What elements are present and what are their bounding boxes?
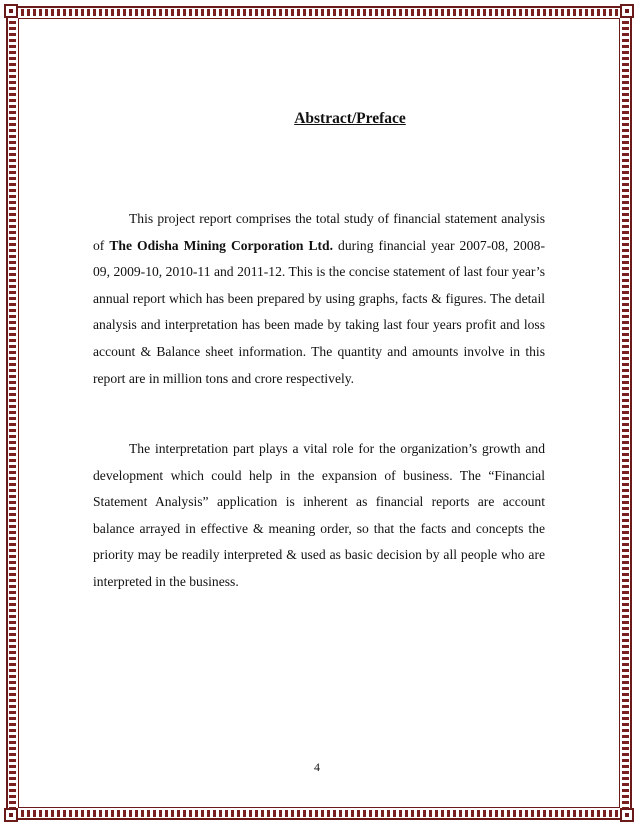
page-title: Abstract/Preface — [294, 110, 406, 127]
page-number: 4 — [314, 760, 320, 774]
border-corner-top-right — [620, 4, 634, 18]
paragraph-1-text-continued: during financial year 2007-08, 2008-09, 2009-10, 2010-11 and 2011-12. This is the concise statement of last four year’s annual report which has been prepared by using graphs, facts & figures. The detail analysis and interpretation has been made by taking last four years profit and loss account & Balance sheet information. The quantity and amounts involve in this report are in million tons and crore respectively. — [93, 237, 545, 386]
paragraph-2 — [93, 436, 545, 596]
company-name: The Odisha Mining Corporation Ltd. — [109, 237, 334, 253]
border-corner-bottom-right — [620, 808, 634, 822]
page-border-inner — [18, 18, 620, 808]
border-corner-top-left — [4, 4, 18, 18]
paragraph-2-text: The interpretation part plays a vital role for the organization’s growth and development which could help in the expansion of business. The “Financial Statement Analysis” application is inherent as financial reports are account balance arrayed in effective & meaning order, so that the facts and concepts the priority may be readily interpreted & used as basic decision by all people who are interpreted in the business. — [93, 441, 545, 589]
paragraph-1 — [93, 206, 545, 392]
border-corner-bottom-left — [4, 808, 18, 822]
paragraph-1-text: This project report comprises the total study of financial statement analysis of — [93, 211, 545, 253]
